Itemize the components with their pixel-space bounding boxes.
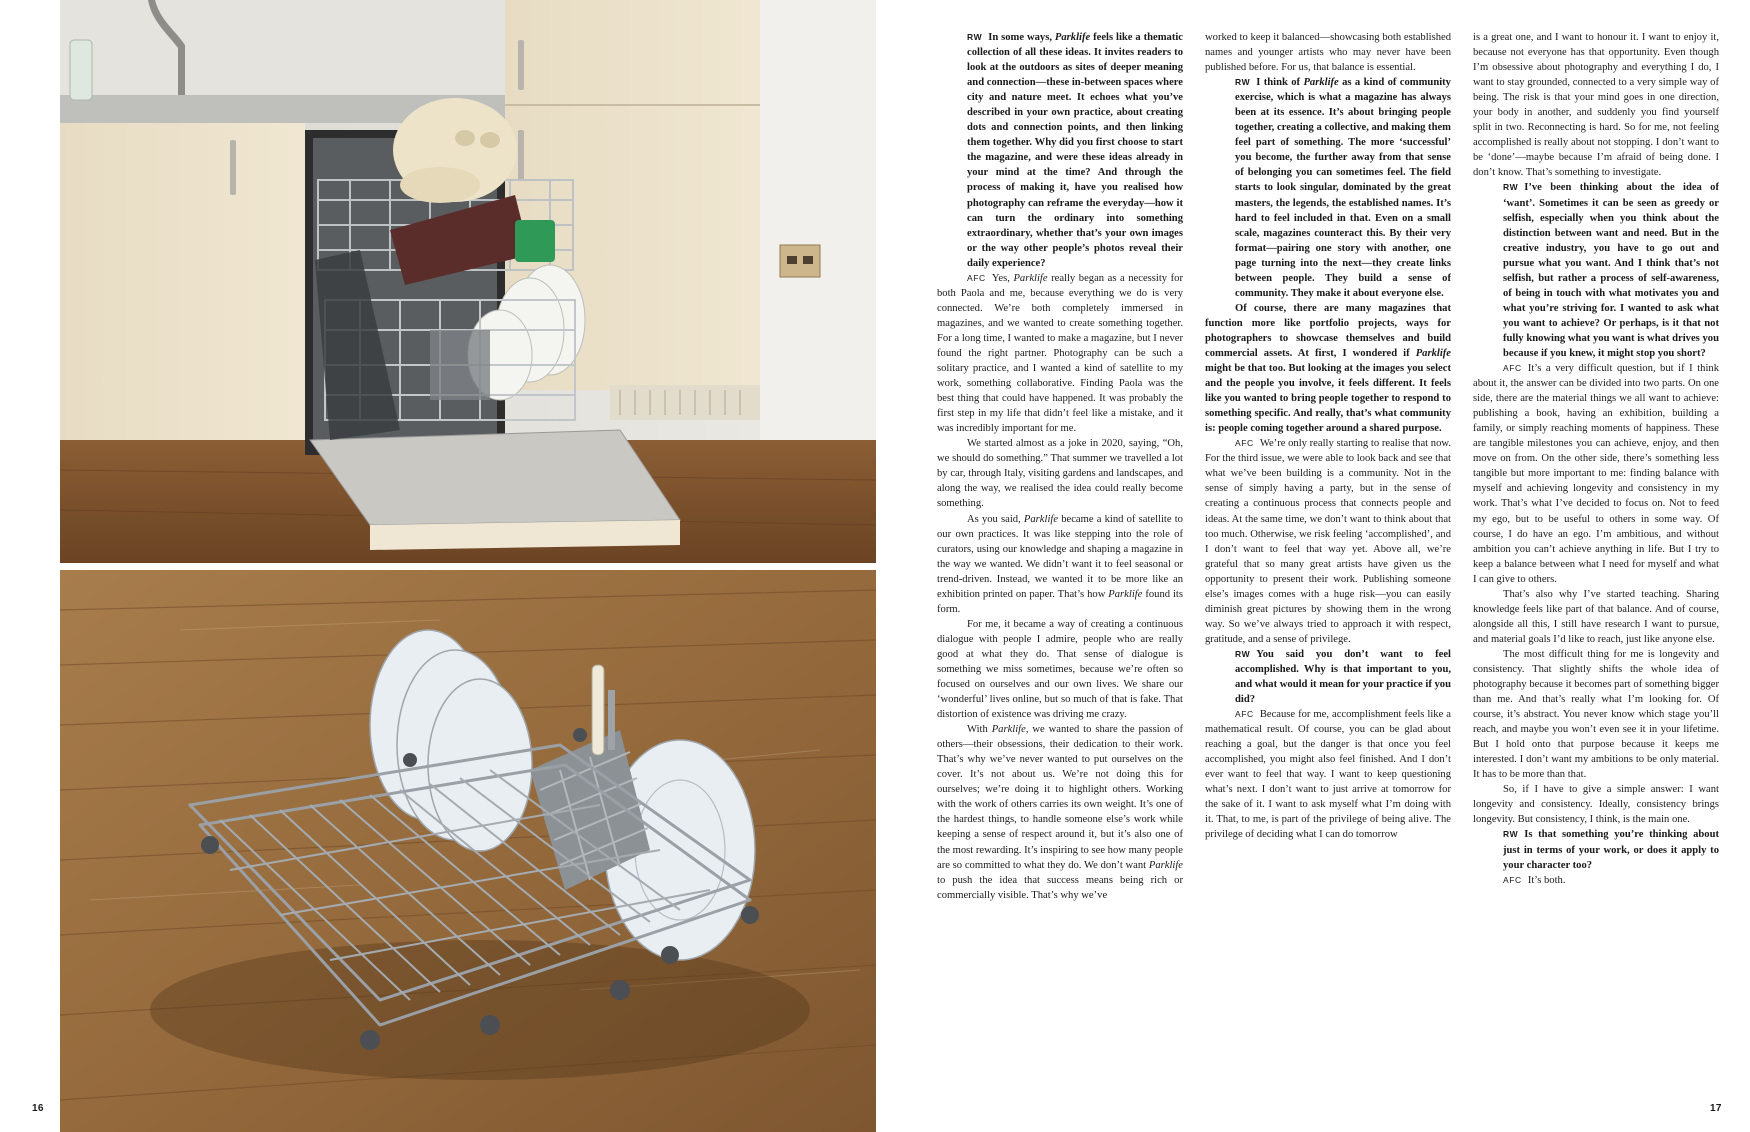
interviewer-question (937, 30, 1183, 271)
magazine-title-italic: Parklife (1023, 513, 1059, 525)
text-run: is a great one, and I want to honour it. I want to enjoy it, because not everyone has that opportunity. Even though I’m obsessive about photography and everything I do, I want to stay grounded, connected to a very simple way of being. The risk is that your mind goes in one direction, your body in another, and suddenly you find yourself split in two. Reconnecting is hard. So for me, not feeling accomplished is really about not stopping. I don’t want to be ‘done’—maybe because I’m afraid of being done. I don’t know. That’s something to investigate. (1473, 32, 1719, 179)
speaker-label: AFC (1503, 874, 1522, 885)
text-run: I think of (1256, 77, 1304, 89)
speaker-label: AFC (1235, 438, 1254, 449)
answer-paragraph (937, 436, 1183, 511)
photo-rack-on-floor (60, 570, 876, 1132)
text-run: It’s a very difficult question, but if I think about it, the answer can be divided into two parts. On one side, there are the material things we all want to achieve: publishing a book, having an exhibition, building a family, or simply reaching moments of happiness. These are tangible milestones you can achieve, enjoy, and then move on from. On the other side, there’s something less tangible but more important to me: finding balance with myself and achieving longevity and consistency in my work. That’s what I’ve decided to focus on. Not to feed my ego, but to be useful to others in some way. Of course, I do have an ego. I’m ambitious, and without ambition you can’t achieve anything in life. But I try to keep a balance between what I need for myself and what I can give to others. (1473, 363, 1719, 585)
speaker-label: RW (1503, 182, 1519, 193)
text-run: worked to keep it balanced—showcasing both established names and younger artists who may never have been published before. For us, that balance is essential. (1205, 32, 1451, 74)
speaker-label: AFC (1503, 363, 1522, 374)
interviewer-question (1205, 647, 1451, 707)
text-run: really began as a necessity for both Paola and me, because everything we do is very connected. We’re both completely immersed in magazines, and we wanted to create something together. For a long time, I wanted to make a magazine, but I never found the right partner. Photography can be such a solitary practice, and I wanted a kind of satellite to my work, something collaborative. Finding Paola was the best thing that could have happened. It was probably the first step in my life that didn’t feel like a mistake, and it was incredibly important for me. (937, 272, 1183, 435)
text-run: I’ve been thinking about the idea of ‘want’. Sometimes it can be seen as greedy or selfish, especially when you think about the distinction between want and need. But in the creative industry, you have to go out and pursue what you want. And I think that’s not selfish, but rather a process of self-awareness, of being in touch with what motivates you and what you’re striving for. I wanted to ask what you want to achieve? Or perhaps, is it that not fully knowing what you want is what drives you because if you knew, it might stop you short? (1503, 182, 1719, 359)
text-run: As you said, (967, 513, 1024, 525)
interviewee-answer (1205, 707, 1451, 842)
interviewer-question (1473, 827, 1719, 872)
text-run: , we wanted to share the passion of others—their obsessions, their dedication to their work. That’s why we’ve never wanted to put ourselves on the cover. It’s not about us. We’re not doing this for ourselves; we’re doing it to highlight others. Working with the work of others carries its own weight. It’s one of the hardest things, to handle someone else’s work while keeping a sense of respect around it, but it’s also one of the most rewarding. It’s inspiring to see how many people are so committed to what they do. We don’t want (937, 724, 1183, 871)
text-run: We started almost as a joke in 2020, saying, “Oh, we should do something.” That summer we travelled a lot by car, through Italy, visiting gardens and landscapes, and along the way, we realised the idea could really become something. (937, 438, 1183, 510)
text-run: to push the idea that success means being rich or commercially visible. That’s why we’ve (937, 874, 1183, 901)
interviewer-question (1205, 75, 1451, 301)
interviewee-answer (1473, 361, 1719, 587)
continued-paragraph (1473, 30, 1719, 180)
speaker-label: RW (1235, 648, 1251, 659)
speaker-label: RW (1235, 77, 1251, 88)
text-run: might be that too. But looking at the images you select and the people you involve, it feels different. It feels like you wanted to bring people together to respond to something specific. And really, that’s what community is: people coming together around a shared purpose. (1205, 363, 1451, 435)
text-run: The most difficult thing for me is longevity and consistency. That slightly shifts the whole idea of photography because it becomes part of something bigger than me. And that’s really what I’m looking for. Of course, it’s abstract. You never know which stage you’ll reach, and maybe you won’t even see it in your lifetime. But I hold onto that purpose because it keeps me interested. I don’t want my ambitions to be only material. It has to be more than that. (1473, 648, 1719, 781)
text-run: So, if I have to give a simple answer: I want longevity and consistency. Ideally, consistency brings longevity. But consistency, I think, is the main one. (1473, 784, 1719, 826)
text-run: For me, it became a way of creating a continuous dialogue with people I admire, people who are really good at what they do. That sense of dialogue is something we miss sometimes, because we’re often so focused on ourselves and our own lives. We share our ‘wonderful’ lives online, but so much of that is fake. That distortion of existence was driving me crazy. (937, 618, 1183, 721)
text-run: You said you don’t want to feel accomplished. Why is that important to you, and what would it mean for your practice if you did? (1235, 648, 1451, 706)
speaker-label: AFC (1235, 709, 1254, 720)
text-column-1 (937, 30, 1183, 1105)
text-run: In some ways, (988, 32, 1055, 43)
text-run: Is that something you’re thinking about just in terms of your work, or does it apply to your character too? (1503, 829, 1719, 871)
text-run: With (967, 724, 992, 736)
text-column-3 (1473, 30, 1719, 1105)
text-run: It’s both. (1527, 874, 1566, 886)
answer-paragraph (937, 617, 1183, 722)
magazine-title-italic: Parklife (1013, 272, 1048, 284)
answer-paragraph (1473, 782, 1719, 827)
interviewee-answer (937, 271, 1183, 437)
text-column-2 (1205, 30, 1451, 1105)
text-run: became a kind of satellite to our own practices. It was like stepping into the role of curators, using our knowledge and shaping a magazine in the way we wanted. We didn’t want it to feel seasonal or trend-driven. Instead, we wanted it to be more like an exhibition printed on paper. That’s how (937, 513, 1183, 600)
speaker-label: AFC (967, 272, 986, 283)
text-run: We’re only really starting to realise that now. For the third issue, we were able to look back and see that what we’ve been building is a community. Not in the sense of simply having a party, but in the sense of creating a continuous process that connects people and ideas. At the same time, we don’t want to think about that too much. Otherwise, we risk feeling ‘accomplished’, and I don’t want to feel that way yet. Above all, we’re grateful that so many great artists have given us the opportunity to present their work. Publishing someone else’s images comes with a huge risk—you can easily diminish great pictures by showing them in the wrong way. So we’ve always tried to approach it with respect, gratitude, and a sense of privilege. (1205, 438, 1451, 645)
text-run: Of course, there are many magazines that function more like portfolio projects, ways for photographers to showcase themselves and build commercial assets. At first, I wondered if (1205, 302, 1451, 359)
answer-paragraph (937, 722, 1183, 903)
text-run: Yes, (991, 272, 1014, 284)
interviewer-question (1205, 301, 1451, 436)
magazine-title-italic: Parklife (1303, 77, 1339, 89)
magazine-title-italic: Parklife (991, 724, 1026, 736)
magazine-title-italic: Parklife (1415, 347, 1451, 359)
text-run: as a kind of community exercise, which is what a magazine has always been at its essence. It’s about bringing people together, creating a collective, and making them feel part of something. The more ‘successful’ you become, the further away from that sense of belonging you can sometimes feel. The field starts to look singular, dominated by the great masters, the legends, the established names. It’s hard to feel included in that. Even on a small scale, magazines counteract this. By their very format—pairing one story with another, one page turning into the next—they create links between people. They build a sense of community. They make it about everyone else. (1235, 77, 1451, 299)
answer-paragraph (937, 512, 1183, 617)
continued-paragraph (1205, 30, 1451, 75)
text-run: Because for me, accomplishment feels like a mathematical result. Of course, you can be glad about reaching a goal, but the danger is that once you feel accomplished, you might also feel finished. And I don’t ever want to feel that way. I want to keep questioning what’s next. I don’t want to just arrive at tomorrow for the sake of it. I want to ask myself what I’m doing with it. That, to me, is part of the privilege of being alive. The privilege of deciding what I can do tomorrow (1205, 709, 1451, 841)
answer-paragraph (1473, 587, 1719, 647)
interviewee-answer (1205, 436, 1451, 647)
magazine-title-italic: Parklife (1054, 32, 1091, 43)
answer-paragraph (1473, 647, 1719, 782)
text-run: found its form. (937, 588, 1183, 615)
page-number-left: 16 (32, 1103, 44, 1114)
speaker-label: RW (967, 32, 983, 42)
speaker-label: RW (1503, 829, 1519, 840)
text-run: That’s also why I’ve started teaching. Sharing knowledge feels like part of that balance. And of course, alongside all this, I still have research I want to pursue, and material goals I’d like to reach, just like anyone else. (1473, 588, 1719, 645)
interviewer-question (1473, 180, 1719, 361)
page-number-right: 17 (1710, 1103, 1722, 1114)
text-run: feels like a thematic collection of all these ideas. It invites readers to look at the outdoors as sites of deeper meaning and connection—these in-between spaces where city and nature meet. It echoes what you’ve described in your own practice, about creating dots and connection points, and then linking them together. Why did you first choose to start the magazine, and were these ideas already in your mind at the time? And through the process of making it, have you realised how photography can reframe the everyday—how it can turn the ordinary into something extraordinary, whether that’s your own images or the way other people’s photos reveal their daily experience? (967, 32, 1183, 269)
magazine-title-italic: Parklife (1148, 859, 1183, 871)
photo-dishwasher-kitchen (60, 0, 876, 563)
magazine-title-italic: Parklife (1108, 588, 1143, 600)
interviewee-answer (1473, 873, 1719, 888)
